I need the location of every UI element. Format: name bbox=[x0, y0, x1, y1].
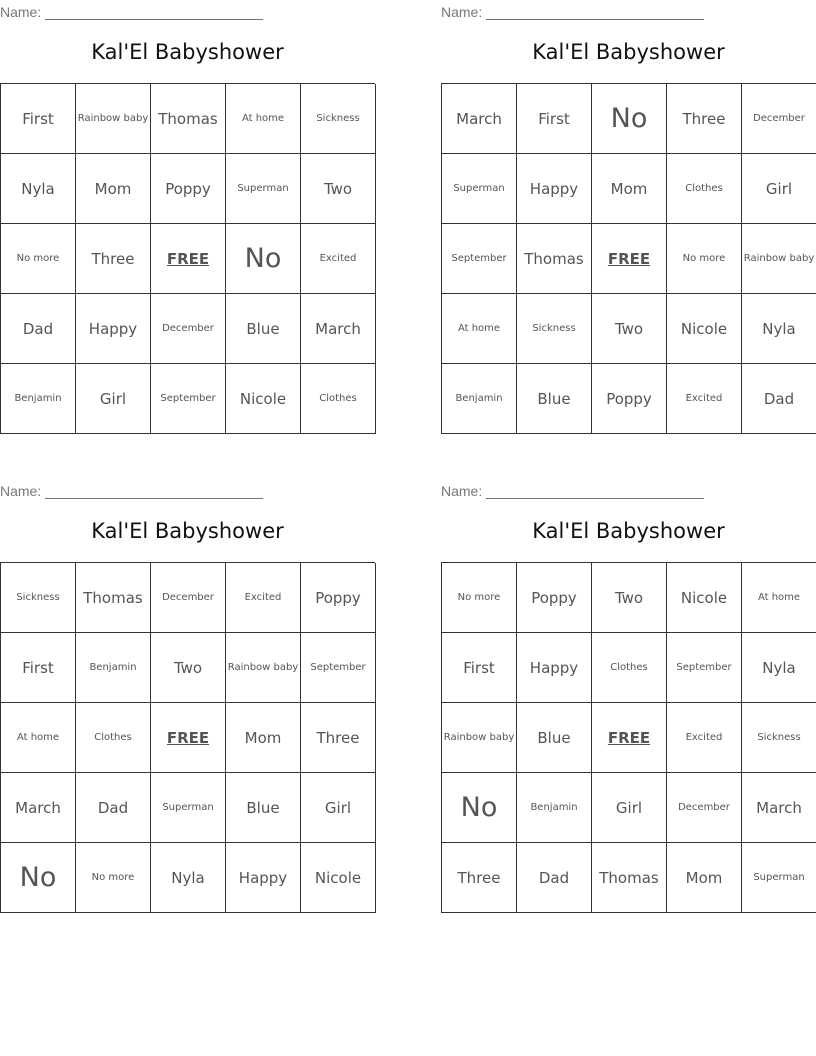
free-space: FREE bbox=[151, 703, 226, 773]
bingo-cell: Nicole bbox=[667, 563, 742, 633]
bingo-cell: Blue bbox=[226, 294, 301, 364]
bingo-cell: Nicole bbox=[667, 294, 742, 364]
bingo-cell: No more bbox=[1, 224, 76, 294]
bingo-cell: At home bbox=[742, 563, 816, 633]
bingo-cell: At home bbox=[226, 84, 301, 154]
bingo-cell: December bbox=[151, 294, 226, 364]
free-space: FREE bbox=[592, 703, 667, 773]
bingo-cell: Clothes bbox=[301, 364, 376, 434]
bingo-cell: Happy bbox=[76, 294, 151, 364]
bingo-cell: Clothes bbox=[76, 703, 151, 773]
card-title: Kal'El Babyshower bbox=[532, 40, 725, 64]
bingo-cell: Girl bbox=[742, 154, 816, 224]
bingo-cell: Nyla bbox=[151, 843, 226, 913]
free-space: FREE bbox=[151, 224, 226, 294]
bingo-cell: Dad bbox=[517, 843, 592, 913]
bingo-cell: Three bbox=[301, 703, 376, 773]
bingo-cell: Thomas bbox=[517, 224, 592, 294]
bingo-cell: Poppy bbox=[151, 154, 226, 224]
bingo-cell: Poppy bbox=[301, 563, 376, 633]
bingo-cell: Girl bbox=[592, 773, 667, 843]
bingo-cell: Nyla bbox=[1, 154, 76, 224]
bingo-cell: Thomas bbox=[76, 563, 151, 633]
bingo-cell: Two bbox=[592, 563, 667, 633]
name-label: Name: bbox=[0, 4, 42, 20]
bingo-cell: Clothes bbox=[592, 633, 667, 703]
bingo-cell: Thomas bbox=[151, 84, 226, 154]
bingo-cell: First bbox=[1, 84, 76, 154]
bingo-cell: Rainbow baby bbox=[442, 703, 517, 773]
bingo-cell: Blue bbox=[226, 773, 301, 843]
bingo-cell: March bbox=[301, 294, 376, 364]
bingo-cell: Excited bbox=[301, 224, 376, 294]
name-blank-line bbox=[486, 484, 704, 499]
bingo-cell: September bbox=[151, 364, 226, 434]
bingo-cell: Benjamin bbox=[442, 364, 517, 434]
bingo-cell: Sickness bbox=[742, 703, 816, 773]
bingo-cell: No more bbox=[76, 843, 151, 913]
bingo-cell: Girl bbox=[76, 364, 151, 434]
bingo-cell: No bbox=[1, 843, 76, 913]
name-label: Name: bbox=[441, 4, 483, 20]
bingo-cell: Two bbox=[301, 154, 376, 224]
bingo-cell: No more bbox=[667, 224, 742, 294]
bingo-cell: December bbox=[151, 563, 226, 633]
bingo-cell: December bbox=[742, 84, 816, 154]
bingo-cell: Sickness bbox=[301, 84, 376, 154]
bingo-cell: Nyla bbox=[742, 633, 816, 703]
bingo-cell: September bbox=[667, 633, 742, 703]
bingo-cell: Superman bbox=[151, 773, 226, 843]
bingo-cell: Excited bbox=[226, 563, 301, 633]
card-title: Kal'El Babyshower bbox=[91, 40, 284, 64]
bingo-cell: March bbox=[1, 773, 76, 843]
bingo-cell: Rainbow baby bbox=[742, 224, 816, 294]
name-field bbox=[441, 481, 704, 499]
bingo-cell: Three bbox=[76, 224, 151, 294]
bingo-cell: Dad bbox=[742, 364, 816, 434]
bingo-cell: Happy bbox=[226, 843, 301, 913]
bingo-cell: At home bbox=[1, 703, 76, 773]
bingo-cell: Poppy bbox=[517, 563, 592, 633]
bingo-cell: Dad bbox=[1, 294, 76, 364]
bingo-cell: Benjamin bbox=[76, 633, 151, 703]
bingo-cell: Sickness bbox=[517, 294, 592, 364]
bingo-grid bbox=[0, 83, 375, 434]
name-field bbox=[441, 2, 704, 20]
bingo-cell: First bbox=[1, 633, 76, 703]
bingo-cell: Three bbox=[667, 84, 742, 154]
bingo-cell: March bbox=[442, 84, 517, 154]
card-title: Kal'El Babyshower bbox=[91, 519, 284, 543]
bingo-cell: Happy bbox=[517, 633, 592, 703]
bingo-card-2 bbox=[441, 0, 816, 440]
bingo-cell: Mom bbox=[592, 154, 667, 224]
bingo-cell: Poppy bbox=[592, 364, 667, 434]
bingo-cell: Superman bbox=[442, 154, 517, 224]
bingo-cell: Rainbow baby bbox=[76, 84, 151, 154]
bingo-cell: First bbox=[442, 633, 517, 703]
bingo-cell: Happy bbox=[517, 154, 592, 224]
bingo-cell: First bbox=[517, 84, 592, 154]
name-field bbox=[0, 2, 263, 20]
bingo-cell: Clothes bbox=[667, 154, 742, 224]
bingo-cell: Dad bbox=[76, 773, 151, 843]
bingo-card-1 bbox=[0, 0, 375, 440]
bingo-cell: Blue bbox=[517, 703, 592, 773]
bingo-cell: Mom bbox=[76, 154, 151, 224]
name-label: Name: bbox=[0, 483, 42, 499]
bingo-cell: Two bbox=[151, 633, 226, 703]
bingo-cell: Excited bbox=[667, 703, 742, 773]
bingo-cell: Superman bbox=[226, 154, 301, 224]
name-blank-line bbox=[45, 484, 263, 499]
bingo-cell: Mom bbox=[226, 703, 301, 773]
bingo-cell: Benjamin bbox=[1, 364, 76, 434]
bingo-cell: Mom bbox=[667, 843, 742, 913]
bingo-cell: No more bbox=[442, 563, 517, 633]
bingo-cell: Two bbox=[592, 294, 667, 364]
bingo-cell: December bbox=[667, 773, 742, 843]
bingo-cell: September bbox=[301, 633, 376, 703]
bingo-cell: Nyla bbox=[742, 294, 816, 364]
bingo-cell: Blue bbox=[517, 364, 592, 434]
bingo-grid bbox=[0, 562, 375, 913]
bingo-cell: No bbox=[226, 224, 301, 294]
name-field bbox=[0, 481, 263, 499]
bingo-cell: Nicole bbox=[226, 364, 301, 434]
bingo-cell: Girl bbox=[301, 773, 376, 843]
bingo-card-3 bbox=[0, 479, 375, 919]
bingo-cell: Superman bbox=[742, 843, 816, 913]
bingo-cell: Nicole bbox=[301, 843, 376, 913]
bingo-grid bbox=[441, 83, 816, 434]
bingo-cell: Thomas bbox=[592, 843, 667, 913]
bingo-card-4 bbox=[441, 479, 816, 919]
card-title: Kal'El Babyshower bbox=[532, 519, 725, 543]
bingo-cell: No bbox=[592, 84, 667, 154]
bingo-cell: Three bbox=[442, 843, 517, 913]
bingo-cell: Sickness bbox=[1, 563, 76, 633]
free-space: FREE bbox=[592, 224, 667, 294]
bingo-cell: Excited bbox=[667, 364, 742, 434]
bingo-cell: Rainbow baby bbox=[226, 633, 301, 703]
bingo-cell: Benjamin bbox=[517, 773, 592, 843]
bingo-cell: No bbox=[442, 773, 517, 843]
bingo-cell: September bbox=[442, 224, 517, 294]
bingo-cell: March bbox=[742, 773, 816, 843]
name-label: Name: bbox=[441, 483, 483, 499]
name-blank-line bbox=[486, 5, 704, 20]
bingo-grid bbox=[441, 562, 816, 913]
name-blank-line bbox=[45, 5, 263, 20]
bingo-cell: At home bbox=[442, 294, 517, 364]
